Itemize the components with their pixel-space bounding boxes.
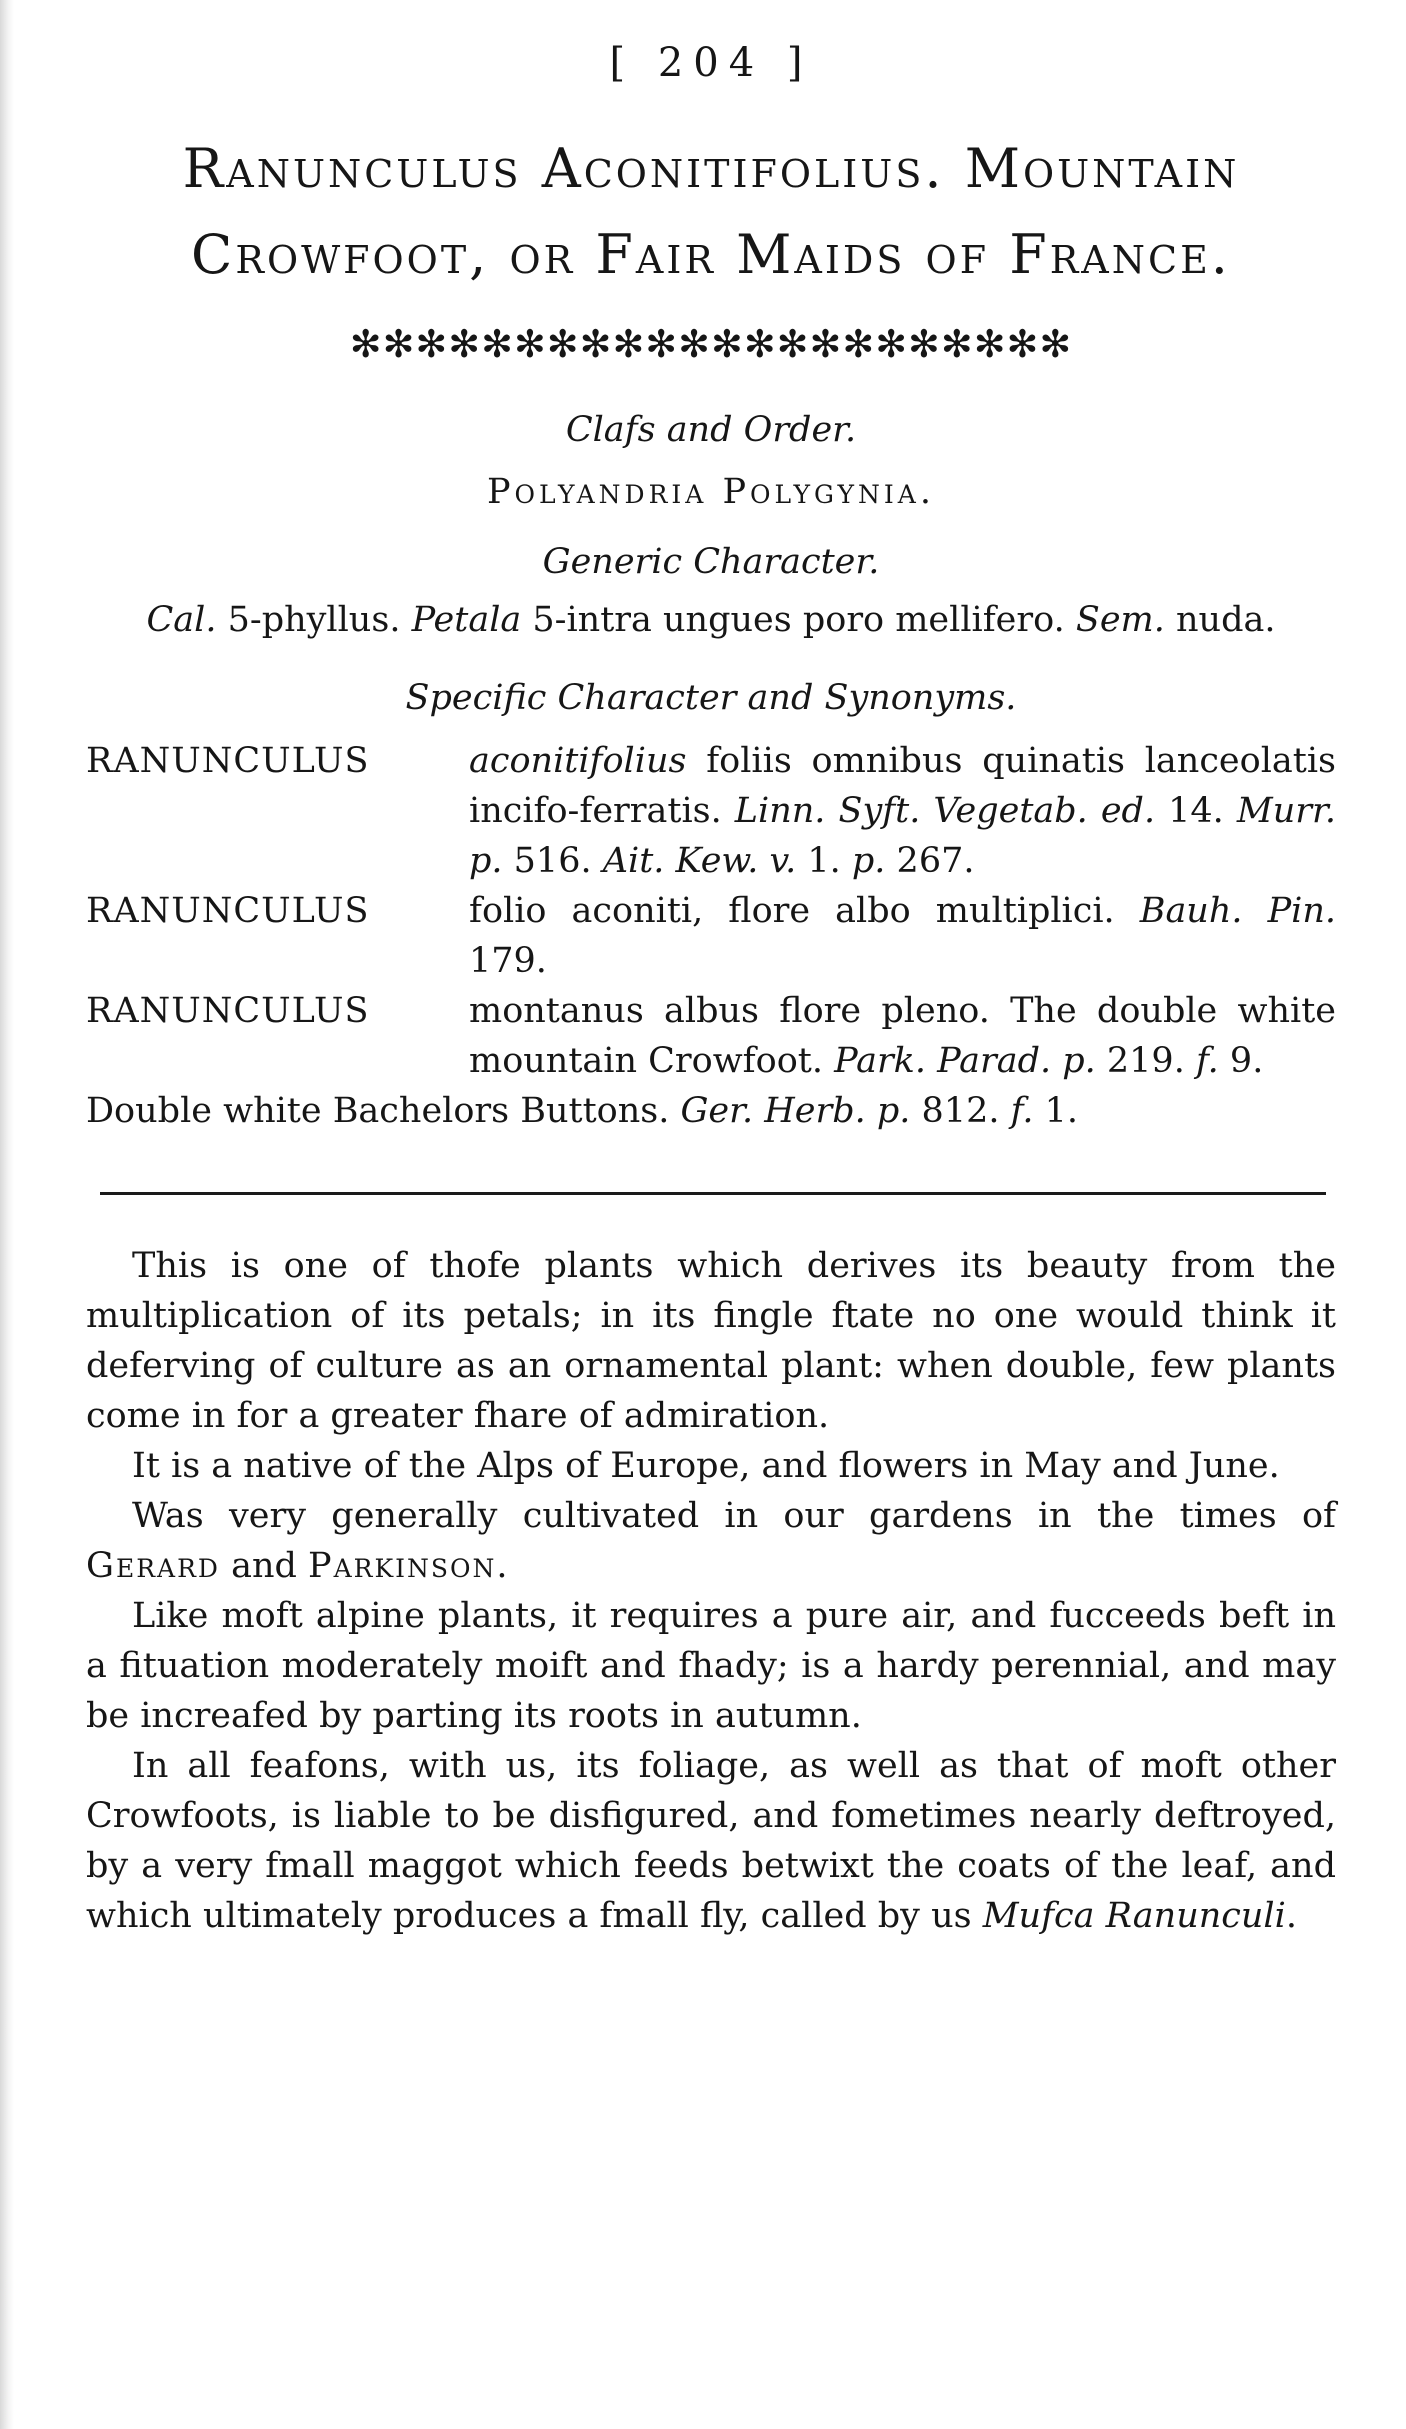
synonym-part: 267. <box>885 841 975 881</box>
specific-character-label: Specific Character and Synonyms. <box>405 678 1017 718</box>
synonym-part: Ger. Herb. p. <box>680 1091 911 1131</box>
paragraph: This is one of thofe plants which derives its beauty from the multiplication of its petals; in its fingle ftate no one would think it deferving of culture as an ornamental plant: when double, few plants come in for a greater fhare of admiration. <box>86 1246 1336 1436</box>
paragraph-part: Was very generally cultivated in our gardens in the times of <box>132 1496 1336 1536</box>
synonym-part: 516. <box>502 841 603 881</box>
page-edge-shadow <box>0 0 14 2429</box>
horizontal-rule <box>100 1192 1326 1195</box>
page-number: [ 204 ] <box>609 40 813 86</box>
synonym-part: aconitifolius <box>469 741 687 781</box>
description-text <box>86 1241 1336 1941</box>
synonym-part: 812. <box>910 1091 1011 1131</box>
synonym-list <box>86 736 1336 1136</box>
synonym-part: Bauh. Pin. <box>1139 891 1336 931</box>
person-name: Parkinson <box>308 1546 497 1586</box>
synonym-part: 9. <box>1218 1041 1264 1081</box>
synonym-part: Double white Bachelors Buttons. <box>86 1091 681 1131</box>
synonym-text <box>469 886 1336 986</box>
generic-part: nuda. <box>1164 600 1276 640</box>
asterisk-ornament: ✻✻✻✻✻✻✻✻✻✻✻✻✻✻✻✻✻✻✻✻✻✻ <box>349 322 1073 366</box>
synonym-part: 1. <box>796 841 852 881</box>
synonym-part: Linn. Syft. Vegetab. ed. <box>734 791 1156 831</box>
plant-title <box>86 126 1336 298</box>
class-order-label: Clafs and Order. <box>565 410 857 450</box>
paragraph: It is a native of the Alps of Europe, and flowers in May and June. <box>132 1446 1280 1486</box>
generic-part: 5-phyllus. <box>216 600 412 640</box>
synonym-part: f. <box>1010 1091 1034 1131</box>
synonym-genus: RANUNCULUS <box>86 991 370 1031</box>
synonym-part: 14. <box>1155 791 1237 831</box>
synonym-part: Park. Parad. p. <box>834 1041 1096 1081</box>
class-order-value: Polyandria Polygynia. <box>487 472 935 512</box>
synonym-part: 1. <box>1033 1091 1078 1131</box>
synonym-genus: RANUNCULUS <box>86 741 370 781</box>
synonym-text <box>469 986 1336 1086</box>
synonym-text <box>469 736 1336 886</box>
title-line-2: Crowfoot, or Fair Maids of France. <box>191 223 1231 286</box>
synonym-part: Ait. Kew. v. <box>602 841 797 881</box>
synonym-entry <box>86 986 1336 1086</box>
synonym-part: Murr. p. <box>469 791 1336 881</box>
synonym-part: montanus albus flore pleno. The double white mountain Crowfoot. <box>469 991 1336 1081</box>
synonym-part: p. <box>851 841 886 881</box>
synonym-part: 179. <box>469 941 547 981</box>
generic-part: 5-intra ungues poro mellifero. <box>521 600 1076 640</box>
person-name: Gerard <box>86 1546 220 1586</box>
generic-part: Cal. <box>146 600 217 640</box>
paragraph-part: . <box>1285 1896 1297 1936</box>
generic-character-label: Generic Character. <box>542 542 880 582</box>
synonym-entry <box>86 736 1336 886</box>
synonym-part: folio aconiti, flore albo multiplici. <box>469 891 1140 931</box>
paragraph-part: . <box>496 1546 508 1586</box>
generic-part: Petala <box>411 600 522 640</box>
species-name: Mufca Ranunculi <box>982 1896 1286 1936</box>
paragraph: Like moft alpine plants, it requires a pure air, and fucceeds beft in a fituation moderately moift and fhady; is a hardy perennial, and may be increafed by parting its roots in autumn. <box>86 1596 1336 1736</box>
paragraph <box>86 1491 1336 1591</box>
synonym-entry <box>86 886 1336 986</box>
book-page <box>86 40 1336 1941</box>
title-line-1: Ranunculus Aconitifolius. Mountain <box>182 137 1240 200</box>
synonym-entry-common-name <box>86 1086 1336 1136</box>
synonym-genus: RANUNCULUS <box>86 891 370 931</box>
paragraph-part: and <box>219 1546 309 1586</box>
synonym-part: foliis omnibus quinatis lanceolatis incifo-ferratis. <box>469 741 1336 831</box>
paragraph <box>86 1741 1336 1941</box>
synonym-part: f. <box>1195 1041 1219 1081</box>
generic-character-text <box>86 600 1336 640</box>
paragraph-part: In all feafons, with us, its foliage, as well as that of moft other Crowfoots, is liable to be disfigured, and fometimes nearly deftroyed, by a very fmall maggot which feeds betwixt the coats of the leaf, and which ultimately produces a fmall fly, called by us <box>86 1746 1336 1936</box>
synonym-part: 219. <box>1095 1041 1196 1081</box>
generic-part: Sem. <box>1075 600 1165 640</box>
